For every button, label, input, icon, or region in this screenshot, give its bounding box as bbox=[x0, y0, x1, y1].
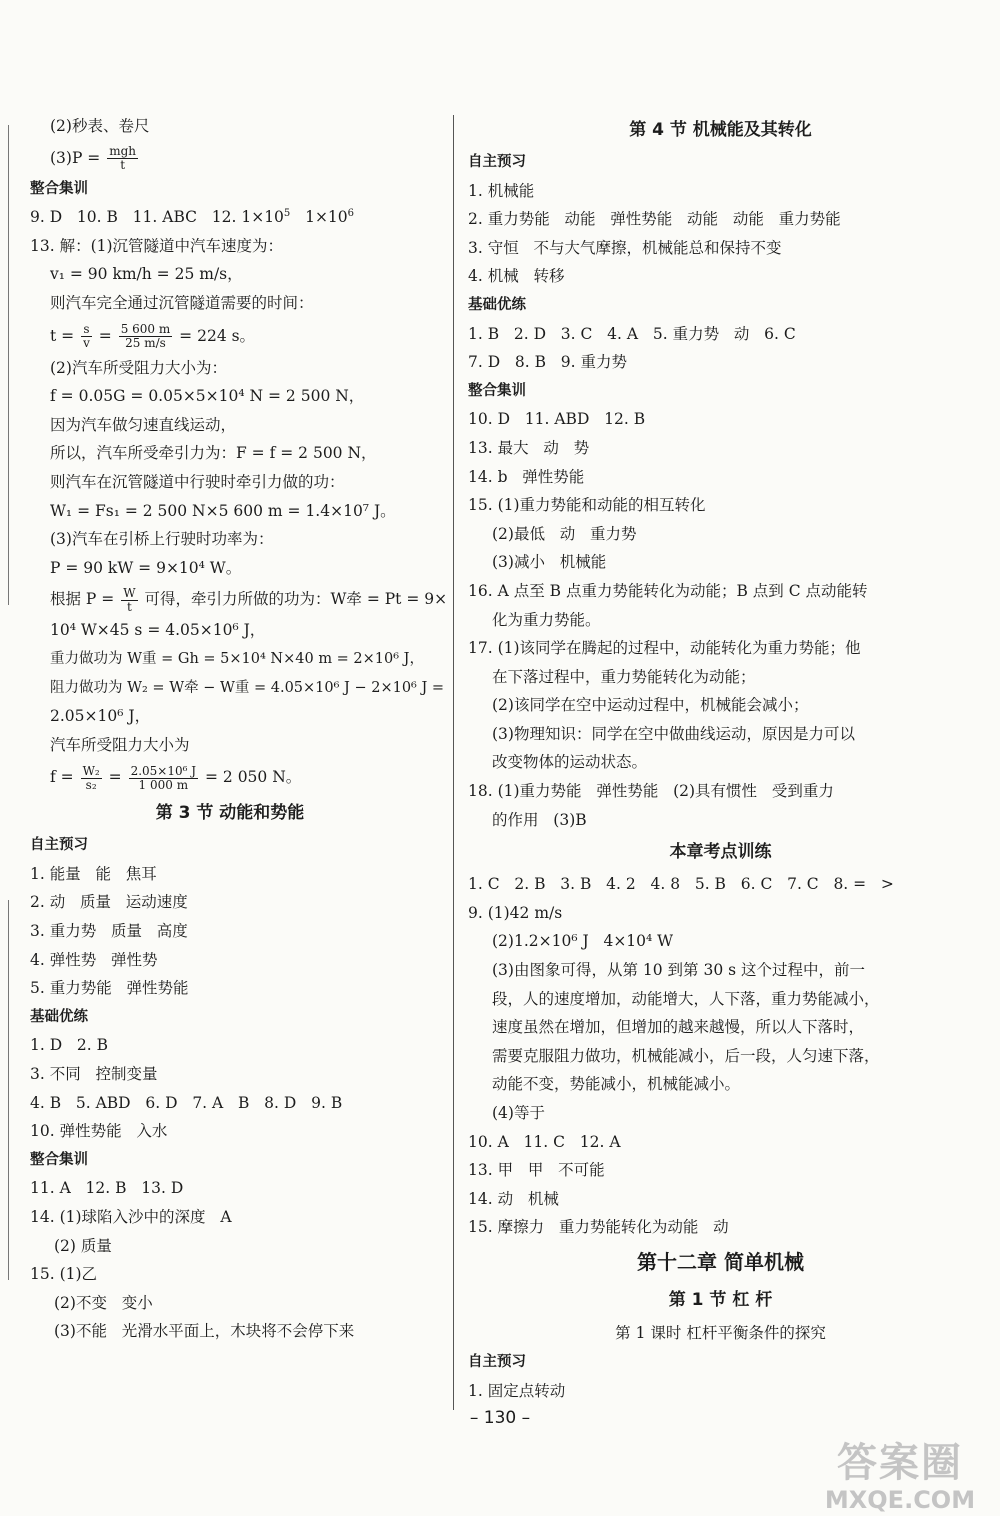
answer-line: f = 0.05G = 0.05×5×10⁴ N = 2 500 N， bbox=[50, 387, 365, 406]
answer-line: (2)最低 动 重力势 bbox=[492, 524, 637, 543]
answer-line: 10. 弹性势能 入水 bbox=[30, 1122, 168, 1141]
answer-line: 13. 甲 甲 不可能 bbox=[468, 1161, 605, 1180]
answer-line: 2. 动 质量 运动速度 bbox=[30, 893, 188, 912]
answer-line: 4. 机械 转移 bbox=[468, 267, 565, 286]
section-title: 第 3 节 动能和势能 bbox=[155, 803, 305, 824]
answer-line: t = $\frac{s}{v}$ = $\frac{5 600 m}{25 m/s}$ = 224 s。 bbox=[50, 322, 256, 351]
watermark bbox=[815, 1440, 985, 1514]
answer-line: 汽车所受阻力大小为 bbox=[50, 735, 190, 754]
answer-line: 13. 最大 动 势 bbox=[468, 438, 590, 457]
section-heading: 整合集训 bbox=[30, 180, 88, 197]
answer-line: (2) 质量 bbox=[54, 1236, 112, 1255]
answer-line: 18. (1)重力势能 弹性势能 (2)具有惯性 受到重力 bbox=[468, 782, 834, 801]
answer-line: 则汽车在沉管隧道中行驶时牵引力做的功： bbox=[50, 472, 345, 491]
answer-line: 14. 动 机械 bbox=[468, 1189, 559, 1208]
answer-line: P = 90 kW = 9×10⁴ W。 bbox=[50, 558, 242, 577]
answer-line: 重力做功为 W重 = Gh = 5×10⁴ N×40 m = 2×10⁶ J， bbox=[50, 650, 424, 667]
answer-line: 10. D 11. ABD 12. B bbox=[468, 410, 646, 429]
answer-line: 2. 重力势能 动能 弹性势能 动能 动能 重力势能 bbox=[468, 210, 841, 229]
answer-line: (4)等于 bbox=[492, 1104, 545, 1122]
section-heading: 自主预习 bbox=[30, 837, 88, 854]
answer-line: 1. 机械能 bbox=[468, 181, 535, 200]
answer-line: 9. D 10. B 11. ABC 12. $1\times 10^5$ $1\times 10^6$ bbox=[30, 208, 355, 227]
binding-edge-line bbox=[8, 900, 9, 1280]
answer-line: 动能不变，势能减小，机械能减小。 bbox=[492, 1075, 741, 1094]
answer-line: 则汽车完全通过沉管隧道需要的时间： bbox=[50, 293, 314, 312]
right-column bbox=[468, 112, 973, 1405]
answer-line: 3. 重力势 质量 高度 bbox=[30, 922, 188, 941]
answer-line: 阻力做功为 W₂ = W牵 − W重 = 4.05×10⁶ J − 2×10⁶ J = bbox=[50, 679, 445, 696]
answer-line: 9. (1)42 m/s bbox=[468, 903, 563, 922]
section-heading: 整合集训 bbox=[30, 1151, 88, 1168]
section-heading: 自主预习 bbox=[468, 1353, 526, 1370]
answer-line: 1. B 2. D 3. C 4. A 5. 重力势 动 6. C bbox=[468, 324, 796, 343]
answer-line: 化为重力势能。 bbox=[492, 610, 601, 629]
lesson-title: 第 1 课时 杠杆平衡条件的探究 bbox=[615, 1323, 826, 1342]
answer-line: 10⁴ W×45 s = 4.05×10⁶ J， bbox=[50, 621, 266, 640]
binding-edge-line bbox=[8, 125, 9, 605]
section-heading: 基础优练 bbox=[468, 296, 526, 313]
section-title: 第 4 节 机械能及其转化 bbox=[629, 120, 812, 140]
answer-line: 15. (1)重力势能和动能的相互转化 bbox=[468, 496, 706, 515]
answer-line: (3)物理知识：同学在空中做曲线运动，原因是力可以 bbox=[492, 724, 855, 743]
answer-line: 15. (1)乙 bbox=[30, 1265, 98, 1284]
answer-line: 1. D 2. B bbox=[30, 1036, 109, 1055]
answer-line: 段，人的速度增加，动能增大，人下落，重力势能减小， bbox=[492, 989, 880, 1008]
answer-line: (3)由图象可得，从第 10 到第 30 s 这个过程中，前一 bbox=[492, 961, 865, 980]
answer-line: 4. B 5. ABD 6. D 7. A B 8. D 9. B bbox=[30, 1093, 343, 1112]
answer-line: (2)1.2×10⁶ J 4×10⁴ W bbox=[492, 932, 674, 951]
section-title: 本章考点训练 bbox=[669, 842, 772, 863]
formula-fraction: $\frac{5 600 m}{25 m/s}$ bbox=[120, 322, 171, 351]
answer-line: 速度虽然在增加，但增加的越来越慢，所以人下落时， bbox=[492, 1018, 865, 1037]
chapter-title: 第十二章 简单机械 bbox=[637, 1249, 804, 1274]
formula-fraction: $\frac{\text{2.05×10⁶ J}}{1 000 m}$ bbox=[130, 763, 197, 792]
left-column bbox=[30, 112, 448, 1346]
answer-line: (3)汽车在引桥上行驶时功率为： bbox=[50, 530, 274, 549]
answer-line: 14. (1)球陷入沙中的深度 A bbox=[30, 1208, 232, 1226]
answer-line: 10. A 11. C 12. A bbox=[468, 1132, 621, 1151]
answer-line: (2)该同学在空中运动过程中，机械能会减小； bbox=[492, 696, 809, 715]
answer-line: f = $\frac{\text{W₂}}{\text{s₂}}$ = $\frac{\text{2.05×10⁶ J}}{1 000 m}$ = 2 050 N。 bbox=[50, 763, 302, 792]
watermark-logo: 答案圈 bbox=[837, 1440, 963, 1486]
answer-line: (2)汽车所受阻力大小为： bbox=[50, 358, 227, 377]
section-heading: 自主预习 bbox=[468, 154, 526, 170]
answer-line: 需要克服阻力做功，机械能减小，后一段，人匀速下落， bbox=[492, 1046, 880, 1065]
section-heading: 基础优练 bbox=[30, 1008, 88, 1025]
formula-fraction: $\frac{W}{t}$ bbox=[123, 585, 136, 614]
answer-line: 改变物体的运动状态。 bbox=[492, 753, 648, 772]
answer-line: 16. A 点至 B 点重力势能转化为动能；B 点到 C 点动能转 bbox=[468, 581, 868, 600]
answer-line: 因为汽车做匀速直线运动， bbox=[50, 415, 237, 434]
answer-line: 根据 P = $\frac{W}{t}$ 可得，牵引力所做的功为：W牵 = Pt = 9× bbox=[50, 585, 448, 614]
answer-line: 7. D 8. B 9. 重力势 bbox=[468, 353, 628, 372]
answer-line: 11. A 12. B 13. D bbox=[30, 1179, 184, 1198]
answer-line: 14. b 弹性势能 bbox=[468, 467, 585, 486]
answer-line: (2)不变 变小 bbox=[54, 1293, 153, 1312]
answer-line: 1. 固定点转动 bbox=[468, 1381, 566, 1400]
formula-fraction: $\frac{s}{v}$ bbox=[83, 322, 90, 351]
answer-line: (3)减小 机械能 bbox=[492, 553, 607, 572]
answer-line: 17. (1)该同学在腾起的过程中，动能转化为重力势能；他 bbox=[468, 639, 861, 658]
answer-line: W₁ = Fs₁ = 2 500 N×5 600 m = 1.4×10⁷ J。 bbox=[50, 501, 396, 520]
answer-line: 13. 解：(1)沉管隧道中汽车速度为： bbox=[30, 236, 284, 255]
answer-line: 所以，汽车所受牵引力为：F = f = 2 500 N， bbox=[50, 444, 377, 463]
formula-fraction: $\frac{\text{mgh}}{t}$ bbox=[109, 144, 137, 173]
answer-line: 的作用 (3)B bbox=[492, 810, 587, 829]
section-title: 第 1 节 杠 杆 bbox=[668, 1289, 773, 1310]
watermark-url: MXQE.COM bbox=[824, 1486, 976, 1514]
answer-line: 1. C 2. B 3. B 4. 2 4. 8 5. B 6. C 7. C 8. = > bbox=[468, 875, 894, 894]
answer-line: 1. 能量 能 焦耳 bbox=[30, 864, 157, 883]
answer-line: v₁ = 90 km/h = 25 m/s， bbox=[50, 265, 243, 284]
answer-line: 5. 重力势能 弹性势能 bbox=[30, 979, 189, 998]
answer-line: 15. 摩擦力 重力势能转化为动能 动 bbox=[468, 1218, 729, 1237]
answer-line: (2)秒表、卷尺 bbox=[50, 117, 150, 135]
answer-line: 3. 守恒 不与大气摩擦，机械能总和保持不变 bbox=[468, 238, 782, 257]
answer-line: 3. 不同 控制变量 bbox=[30, 1065, 158, 1084]
answer-line: (3)不能 光滑水平面上，木块将不会停下来 bbox=[54, 1322, 355, 1341]
section-heading: 整合集训 bbox=[468, 382, 526, 399]
column-divider bbox=[453, 115, 454, 1410]
answer-line: (3)P = $\frac{\text{mgh}}{t}$ bbox=[50, 144, 137, 173]
formula-fraction: $\frac{\text{W₂}}{\text{s₂}}$ bbox=[82, 763, 100, 792]
answer-line: 在下落过程中，重力势能转化为动能； bbox=[492, 667, 756, 686]
answer-line: 2.05×10⁶ J， bbox=[50, 707, 151, 726]
answer-line: 4. 弹性势 弹性势 bbox=[30, 950, 158, 969]
page-number: – 130 – bbox=[469, 1408, 531, 1428]
